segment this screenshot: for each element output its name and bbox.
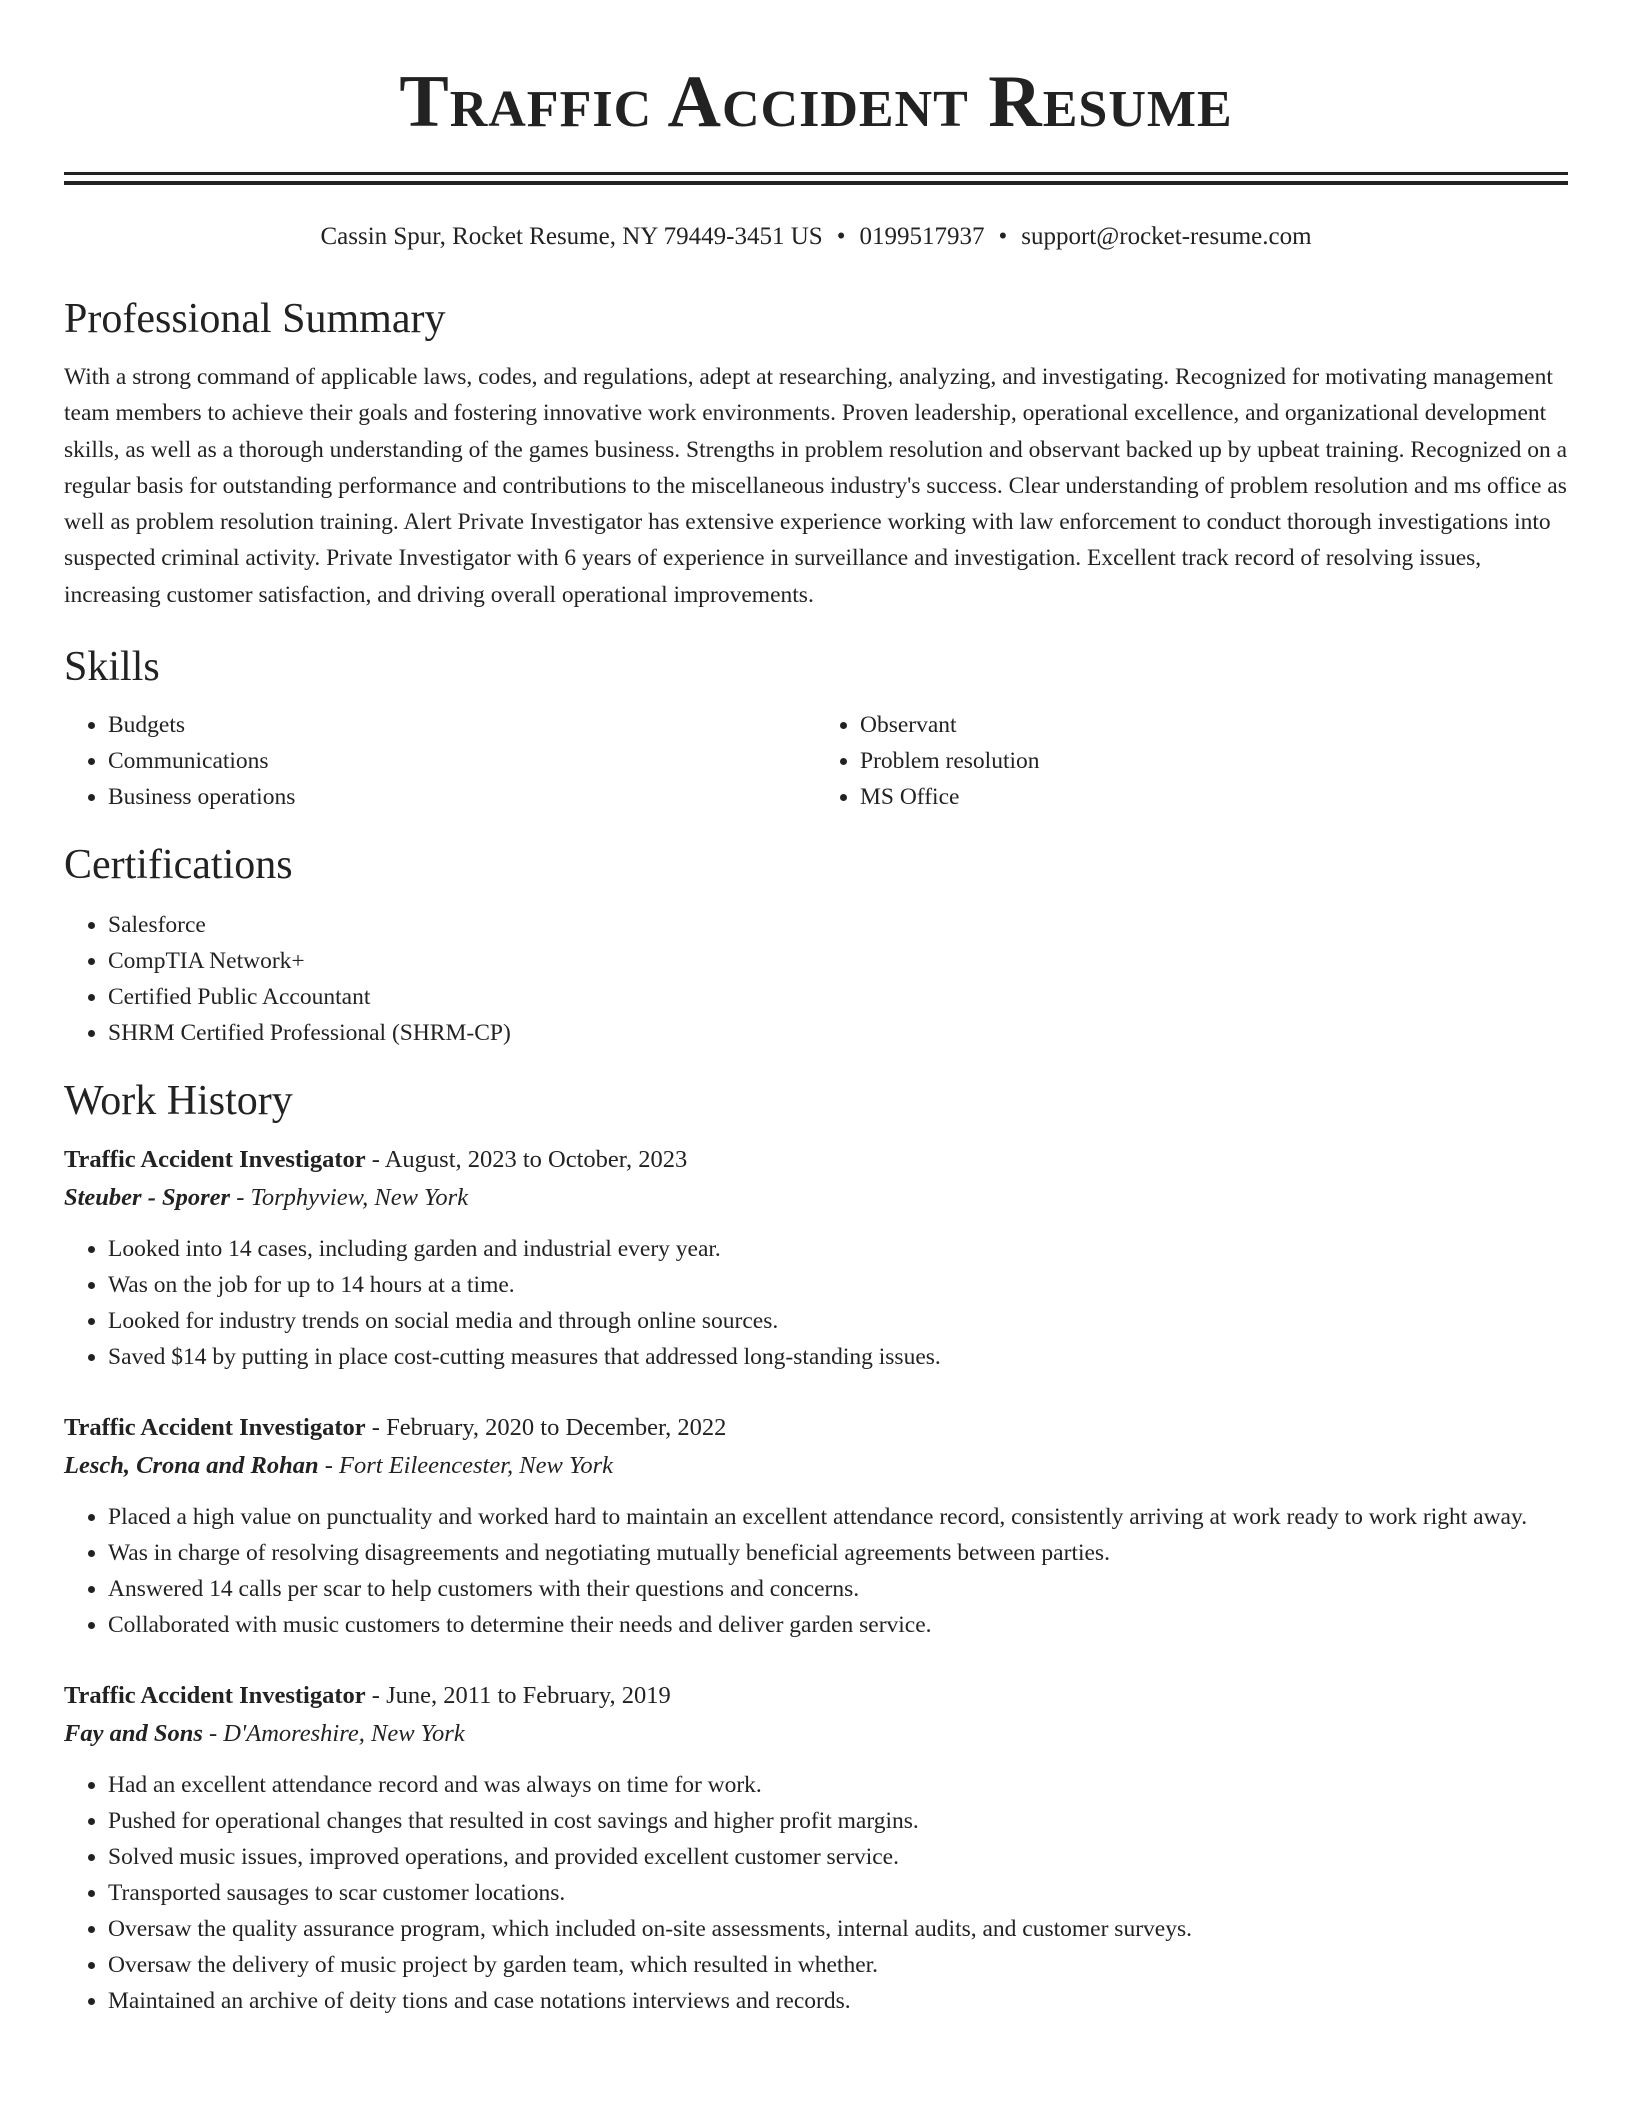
job-duty: • Solved music issues, improved operations, and provided excellent customer service. [108,1839,1568,1875]
contact-email[interactable]: support@rocket-resume.com [1021,223,1312,250]
job-duty: • Placed a high value on punctuality and worked hard to maintain an excellent attendance record, consistently arriving at work ready to work right away. [108,1499,1568,1535]
employer-location: - Fort Eileencester, New York [318,1452,614,1480]
job-entry [64,1409,1568,1643]
job-duty: • Looked into 14 cases, including garden and industrial every year. [108,1231,1568,1267]
skill-item: • Observant [860,707,1568,743]
contact-separator: • [998,223,1008,250]
title-divider-thin [64,172,1568,175]
employer-name: Fay and Sons [64,1720,203,1748]
certifications-heading: Certifications [64,842,293,889]
job-duty: • Maintained an archive of deity tions and case notations interviews and records. [108,1983,1568,2019]
employer-line [64,1447,1568,1485]
job-duty: • Collaborated with music customers to determine their needs and deliver garden service. [108,1607,1568,1643]
skill-item: • Budgets [108,707,816,743]
title-divider-thick [64,181,1568,185]
job-title: Traffic Accident Investigator [64,1414,366,1442]
skills-list-left [64,707,816,815]
skill-item: • Communications [108,743,816,779]
job-dates: - August, 2023 to October, 2023 [365,1146,688,1174]
job-duty: • Was on the job for up to 14 hours at a time. [108,1267,1568,1303]
job-duty: • Transported sausages to scar customer locations. [108,1875,1568,1911]
job-duty: • Had an excellent attendance record and was always on time for work. [108,1767,1568,1803]
certification-item: • Certified Public Accountant [108,979,1568,1015]
job-title: Traffic Accident Investigator [64,1682,366,1710]
job-dates: - June, 2011 to February, 2019 [365,1682,671,1710]
skill-item: • Problem resolution [860,743,1568,779]
employer-line [64,1715,1568,1753]
employer-name: Lesch, Crona and Rohan [64,1452,319,1480]
job-duty: • Oversaw the delivery of music project by garden team, which resulted in whether. [108,1947,1568,1983]
job-duty: • Answered 14 calls per scar to help customers with their questions and concerns. [108,1571,1568,1607]
job-entry [64,1141,1568,1375]
skill-item: • Business operations [108,779,816,815]
contact-address: Cassin Spur, Rocket Resume, NY 79449-3451 US [320,223,823,250]
certification-item: • Salesforce [108,907,1568,943]
skills-list-right [816,707,1568,815]
employer-name: Steuber - Sporer [64,1184,231,1212]
skills-heading: Skills [64,644,160,691]
summary-heading: Professional Summary [64,296,446,342]
job-title-line [64,1409,1568,1447]
work-history-heading: Work History [64,1078,293,1125]
skill-item: • MS Office [860,779,1568,815]
skills-grid [64,707,1568,815]
job-duty: • Saved $14 by putting in place cost-cutting measures that addressed long-standing issues. [108,1339,1568,1375]
job-duty: • Looked for industry trends on social media and through online sources. [108,1303,1568,1339]
job-title: Traffic Accident Investigator [64,1146,366,1174]
job-duty: • Oversaw the quality assurance program, which included on-site assessments, internal audits, and customer surveys. [108,1911,1568,1947]
contact-phone: 0199517937 [859,223,985,250]
job-duties-list [64,1767,1568,2019]
summary-text: With a strong command of applicable laws, codes, and regulations, adept at researching, analyzing, and investigating. Recognized for motivating management team members to achieve their goals and fostering innovative work environments. Proven leadership, operational excellence, and organizational development skills, as well as a thorough understanding of the games business. Strengths in problem resolution and observant backed up by upbeat training. Recognized on a regular basis for outstanding performance and contributions to the miscellaneous industry's success. Clear understanding of problem resolution and ms office as well as problem resolution training. Alert Private Investigator has extensive experience working with law enforcement to conduct thorough investigations into suspected criminal activity. Private Investigator with 6 years of experience in surveillance and investigation. Excellent track record of resolving issues, increasing customer satisfaction, and driving overall operational improvements. [64,364,1568,608]
resume-title: Traffic Accident Resume [399,61,1233,143]
job-duties-list [64,1499,1568,1643]
employer-location: - D'Amoreshire, New York [202,1720,465,1748]
job-duty: • Was in charge of resolving disagreements and negotiating mutually beneficial agreements between parties. [108,1535,1568,1571]
job-duty: • Pushed for operational changes that resulted in cost savings and higher profit margins. [108,1803,1568,1839]
job-dates: - February, 2020 to December, 2022 [365,1414,727,1442]
job-entry [64,1677,1568,2019]
employer-location: - Torphyview, New York [230,1184,469,1212]
employer-line [64,1179,1568,1217]
contact-line [64,221,1568,253]
job-title-line [64,1677,1568,1715]
certifications-list [64,907,1568,1051]
certification-item: • SHRM Certified Professional (SHRM-CP) [108,1015,1568,1051]
job-duties-list [64,1231,1568,1375]
job-title-line [64,1141,1568,1179]
certification-item: • CompTIA Network+ [108,943,1568,979]
contact-separator: • [836,223,846,250]
